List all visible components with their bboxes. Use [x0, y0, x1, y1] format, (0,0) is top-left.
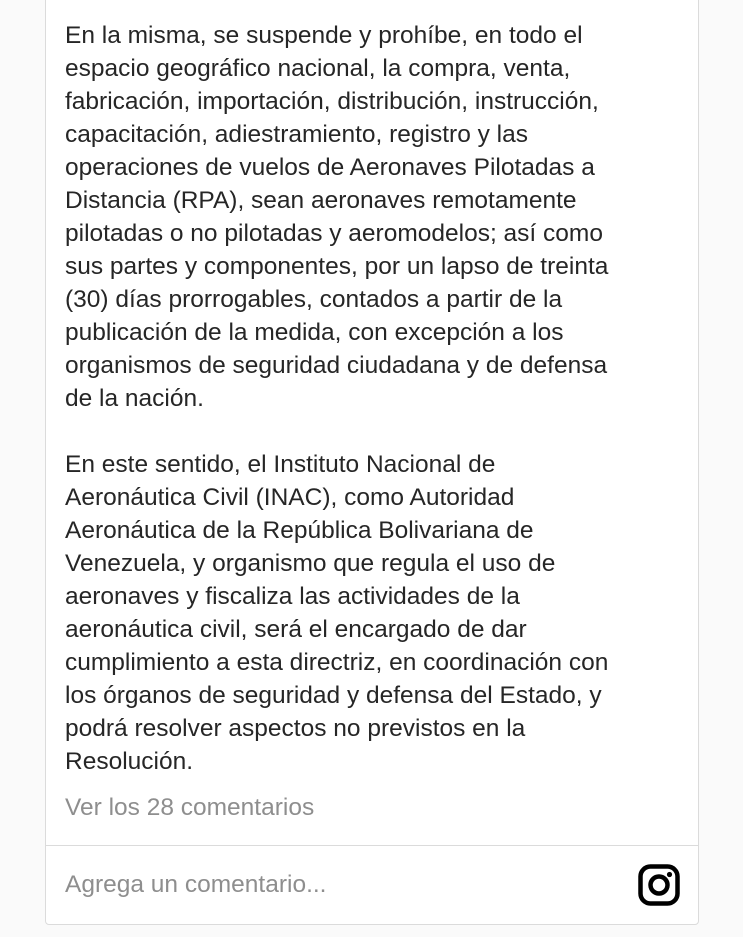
caption-paragraph-2: En este sentido, el Instituto Nacional de Aeronáutica Civil (INAC), como Autoridad Aeronáutica de la República Bolivariana de Venezuela, y organismo que regula el uso de aeronaves y fiscaliza las actividades de la aeronáutica civil, será el encargado de dar cumplimiento a esta directriz, en coordinación con los órganos de seguridad y defensa del Estado, y podrá resolver aspectos no previstos en la Resolución.	[65, 451, 609, 775]
post-caption	[65, 19, 685, 778]
comment-input[interactable]	[65, 868, 585, 902]
view-comments-link[interactable]: Ver los 28 comentarios	[65, 794, 315, 821]
instagram-icon[interactable]	[638, 864, 680, 906]
post-card	[45, 0, 699, 925]
divider	[46, 845, 698, 846]
caption-paragraph-1: En la misma, se suspende y prohíbe, en todo el espacio geográfico nacional, la compra, venta, fabricación, importación, distribución, instrucción, capacitación, adiestramiento, registro y las operaciones de vuelos de Aeronaves Pilotadas a Distancia (RPA), sean aeronaves remotamente pilotadas o no pilotadas y aeromodelos; así como sus partes y componentes, por un lapso de treinta (30) días prorrogables, contados a partir de la publicación de la medida, con excepción a los organismos de seguridad ciudadana y de defensa de la nación.	[65, 22, 609, 412]
